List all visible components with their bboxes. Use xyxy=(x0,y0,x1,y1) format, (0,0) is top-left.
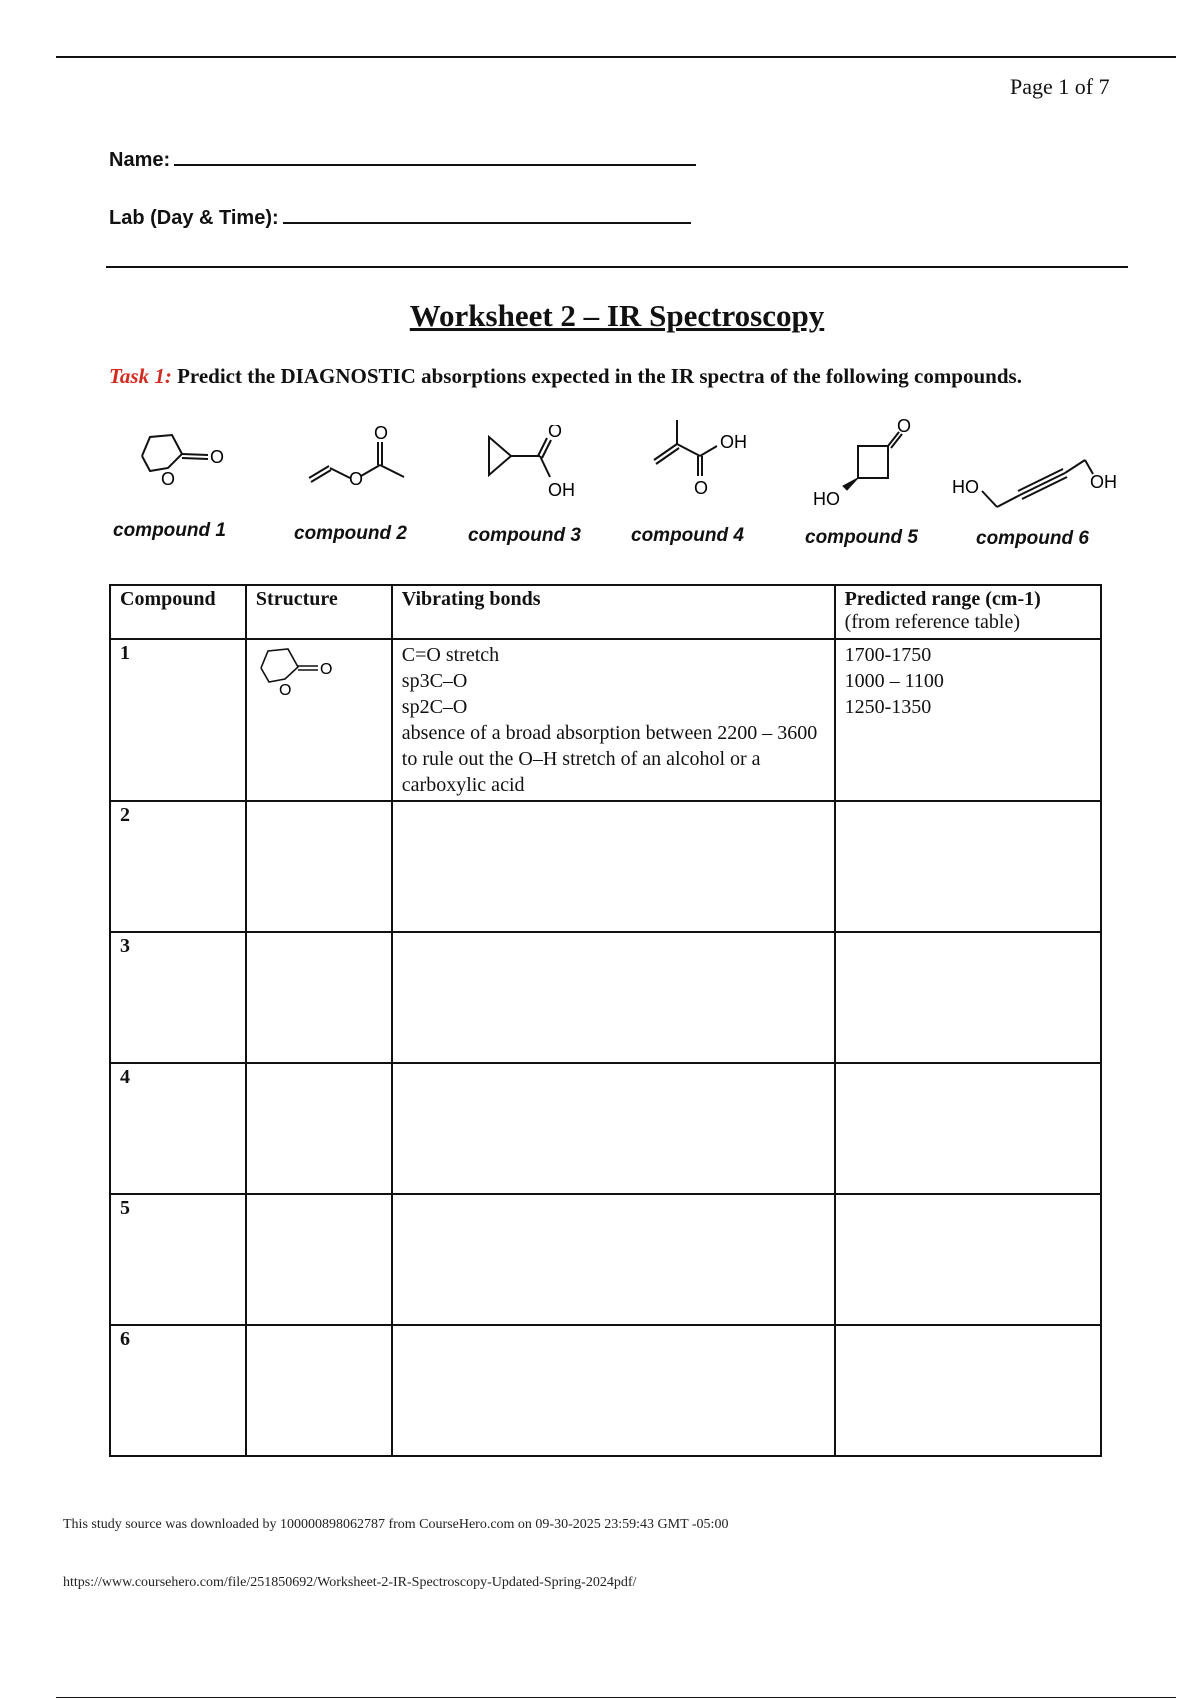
answer-table xyxy=(109,584,1102,1457)
table-row xyxy=(110,1063,1101,1194)
bottom-rule xyxy=(56,1697,1176,1698)
range-line: 1250-1350 xyxy=(844,696,932,718)
compound-6-structure xyxy=(950,455,1125,515)
row1-carbonyl-o: O xyxy=(319,661,333,678)
c6-hydroxyl-left: HO xyxy=(952,477,979,497)
table-row xyxy=(110,801,1101,932)
table-header-row xyxy=(110,585,1101,639)
name-blank[interactable] xyxy=(174,148,696,166)
row-number: 5 xyxy=(110,1194,246,1325)
task-text: Predict the DIAGNOSTIC absorptions expected in the IR spectra of the following compounds. xyxy=(177,364,1022,388)
header-structure: Structure xyxy=(246,585,392,639)
range-cell[interactable] xyxy=(835,1063,1101,1194)
compound-4-structure xyxy=(650,418,760,503)
worksheet-title: Worksheet 2 – IR Spectroscopy xyxy=(409,298,825,333)
c2-carbonyl-o: O xyxy=(374,423,389,443)
range-line: 1700-1750 xyxy=(844,644,932,666)
table-row xyxy=(110,639,1101,801)
bond-line: C=O stretch xyxy=(401,644,500,666)
source-url[interactable]: https://www.coursehero.com/file/251850692/Worksheet-2-IR-Spectroscopy-Updated-Spring-2024pdf/ xyxy=(63,1575,637,1590)
row-number: 6 xyxy=(110,1325,246,1456)
task-label: Task 1: xyxy=(109,364,172,388)
row1-ring-o: O xyxy=(278,682,292,699)
header-range-sub: (from reference table) xyxy=(844,611,1020,633)
range-cell[interactable] xyxy=(835,1194,1101,1325)
bond-line: sp2C–O xyxy=(401,696,468,718)
top-rule xyxy=(56,56,1176,58)
compound-1-structure xyxy=(130,425,240,495)
row-number: 2 xyxy=(110,801,246,932)
bonds-cell[interactable] xyxy=(392,932,835,1063)
table-row xyxy=(110,932,1101,1063)
compound-3-label: compound 3 xyxy=(468,525,581,546)
header-predicted-range xyxy=(835,585,1101,639)
structure-cell[interactable] xyxy=(246,801,392,932)
bonds-cell[interactable] xyxy=(392,1063,835,1194)
compound-2-structure xyxy=(305,420,415,500)
page-number: Page 1 of 7 xyxy=(1010,74,1110,99)
header-range-title: Predicted range (cm-1) xyxy=(844,588,1041,610)
table-row xyxy=(110,1194,1101,1325)
row-number: 1 xyxy=(110,639,246,801)
header-rule xyxy=(106,266,1128,268)
c1-carbonyl-o: O xyxy=(210,447,225,467)
lab-field[interactable] xyxy=(109,206,691,230)
c1-ring-o: O xyxy=(161,469,176,489)
compound-3-structure xyxy=(485,425,590,505)
range-cell[interactable] xyxy=(835,801,1101,932)
bond-line: absence of a broad absorption between 2200 – 3600 to rule out the O–H stretch of an alcohol or a carboxylic acid xyxy=(401,722,818,796)
compound-6-label: compound 6 xyxy=(976,528,1089,549)
c3-carbonyl-o: O xyxy=(548,425,563,441)
range-cell[interactable] xyxy=(835,1325,1101,1456)
lab-blank[interactable] xyxy=(283,206,691,224)
compound-4-label: compound 4 xyxy=(631,525,744,546)
row1-lactone-structure xyxy=(256,642,346,702)
range-line: 1000 – 1100 xyxy=(844,670,944,692)
structure-cell[interactable] xyxy=(246,1194,392,1325)
bonds-cell[interactable] xyxy=(392,1325,835,1456)
c2-ester-o: O xyxy=(349,469,364,489)
structure-cell[interactable] xyxy=(246,1325,392,1456)
c5-hydroxyl: HO xyxy=(813,489,840,509)
header-vibrating-bonds: Vibrating bonds xyxy=(392,585,835,639)
bonds-cell[interactable] xyxy=(392,639,835,801)
structure-cell[interactable] xyxy=(246,932,392,1063)
compound-2-label: compound 2 xyxy=(294,523,407,544)
c3-hydroxyl: OH xyxy=(548,480,575,500)
range-cell[interactable] xyxy=(835,932,1101,1063)
c4-hydroxyl: OH xyxy=(720,432,747,452)
table-row xyxy=(110,1325,1101,1456)
compound-1-label: compound 1 xyxy=(113,520,226,541)
c4-carbonyl-o: O xyxy=(694,478,709,498)
task-instruction xyxy=(109,364,1022,389)
download-note: This study source was downloaded by 100000898062787 from CourseHero.com on 09-30-2025 23:59:43 GMT -05:00 xyxy=(63,1517,729,1532)
row-number: 3 xyxy=(110,932,246,1063)
c6-hydroxyl-right: OH xyxy=(1090,472,1117,492)
structure-cell[interactable] xyxy=(246,1063,392,1194)
name-field[interactable] xyxy=(109,148,696,172)
compound-5-structure xyxy=(810,418,915,513)
bonds-cell[interactable] xyxy=(392,801,835,932)
lab-label: Lab (Day & Time): xyxy=(109,207,279,229)
name-label: Name: xyxy=(109,149,171,171)
range-cell[interactable] xyxy=(835,639,1101,801)
header-compound: Compound xyxy=(110,585,246,639)
bond-line: sp3C–O xyxy=(401,670,468,692)
row-number: 4 xyxy=(110,1063,246,1194)
bonds-cell[interactable] xyxy=(392,1194,835,1325)
c5-carbonyl-o: O xyxy=(897,418,912,436)
structure-cell xyxy=(246,639,392,801)
compound-5-label: compound 5 xyxy=(805,527,918,548)
